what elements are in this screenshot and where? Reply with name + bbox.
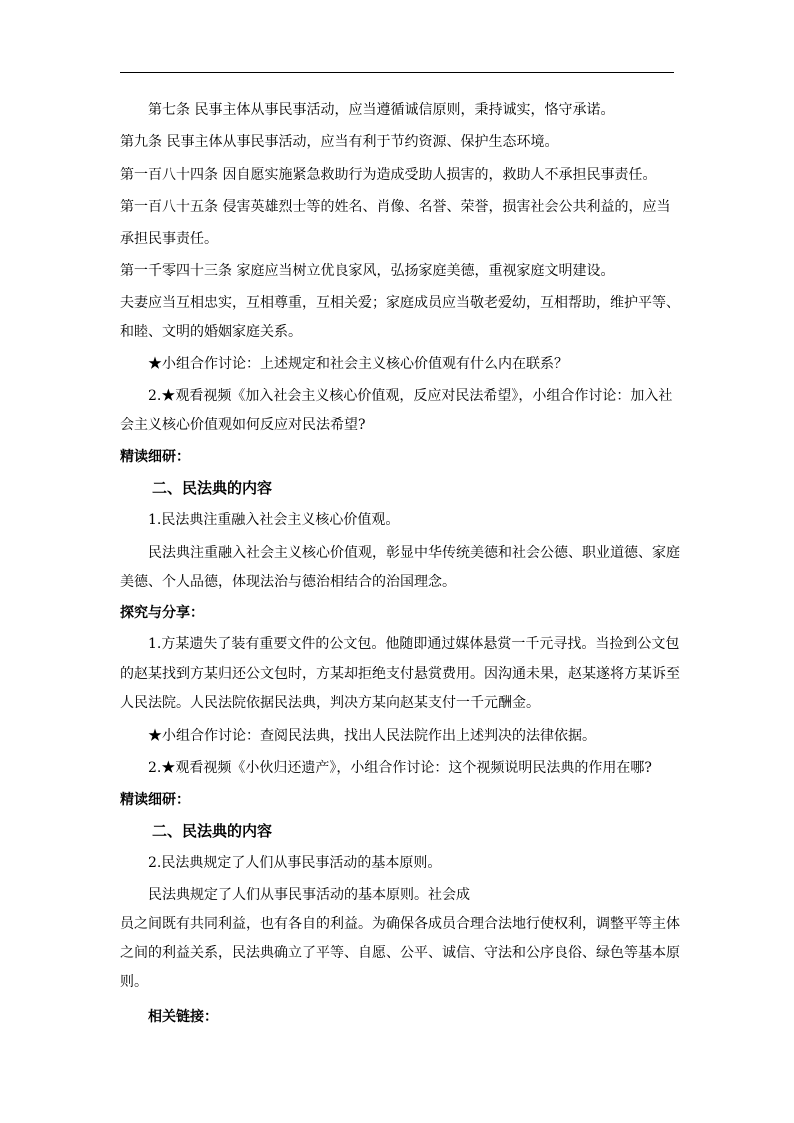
case-text-line2: 的赵某找到方某归还公文包时，方某却拒绝支付悬赏费用。因沟通未果，赵某遂将方某诉至 xyxy=(120,666,680,682)
article-185-line1: 第一百八十五条 侵害英雄烈士等的姓名、肖像、名誉、荣誉，损害社会公共利益的，应当 xyxy=(120,199,671,215)
point-1-title: 1.民法典注重融入社会主义核心价值观。 xyxy=(148,512,400,528)
group-discussion-1: ★小组合作讨论：上述规定和社会主义核心价值观有什么内在联系？ xyxy=(148,356,568,372)
article-184: 第一百八十四条 因自愿实施紧急救助行为造成受助人损害的，救助人不承担民事责任。 xyxy=(120,167,657,183)
point-2-text-line2: 员之间既有共同利益，也有各自的利益。为确保各成员合理合法地行使权利，调整平等主体 xyxy=(120,916,680,932)
section-heading-explore: 探究与分享： xyxy=(120,605,204,621)
video-discussion-1-line2: 会主义核心价值观如何反应对民法希望? xyxy=(120,417,366,433)
video-discussion-1-line1: 2.★观看视频《加入社会主义核心价值观，反应对民法希望》，小组合作讨论：加入社 xyxy=(148,388,673,404)
subheading-content-1: 二、民法典的内容 xyxy=(152,479,273,497)
point-1-text-line1: 民法典注重融入社会主义核心价值观，彰显中华传统美德和社会公德、职业道德、家庭 xyxy=(148,545,680,561)
spouse-text-line2: 和睦、文明的婚姻家庭关系。 xyxy=(120,324,302,340)
point-2-text-line3: 之间的利益关系，民法典确立了平等、自愿、公平、诚信、守法和公序良俗、绿色等基本原 xyxy=(120,945,680,961)
group-discussion-2: ★小组合作讨论：查阅民法典，找出人民法院作出上述判决的法律依据。 xyxy=(148,728,596,744)
section-heading-reading-2: 精读细研： xyxy=(120,792,190,808)
point-2-text-line4: 则。 xyxy=(120,974,148,990)
article-7: 第七条 民事主体从事民事活动，应当遵循诚信原则，秉持诚实，恪守承诺。 xyxy=(148,102,615,118)
point-2-title: 2.民法典规定了人们从事民事活动的基本原则。 xyxy=(148,855,442,871)
header-rule xyxy=(120,72,674,73)
point-1-text-line2: 美德、个人品德，体现法治与德治相结合的治国理念。 xyxy=(120,574,456,590)
spouse-text-line1: 夫妻应当互相忠实，互相尊重，互相关爱；家庭成员应当敬老爱幼，互相帮助，维护平等、 xyxy=(120,295,680,311)
case-text-line1: 1.方某遗失了装有重要文件的公文包。他随即通过媒体悬赏一千元寻找。当捡到公文包 xyxy=(148,636,680,652)
point-2-text-line1: 民法典规定了人们从事民事活动的基本原则。社会成 xyxy=(148,887,470,903)
subheading-content-2: 二、民法典的内容 xyxy=(152,822,273,840)
case-text-line3: 人民法院。人民法院依据民法典，判决方某向赵某支付一千元酬金。 xyxy=(120,695,540,711)
related-links-heading: 相关链接： xyxy=(148,1009,218,1025)
article-1043: 第一千零四十三条 家庭应当树立优良家风，弘扬家庭美德，重视家庭文明建设。 xyxy=(120,263,615,279)
article-185-line2: 承担民事责任。 xyxy=(120,231,218,247)
article-9: 第九条 民事主体从事民事活动，应当有利于节约资源、保护生态环境。 xyxy=(120,134,559,150)
section-heading-reading-1: 精读细研： xyxy=(120,449,190,465)
video-discussion-2: 2.★观看视频《小伙归还遗产》，小组合作讨论：这个视频说明民法典的作用在哪? xyxy=(148,760,652,776)
